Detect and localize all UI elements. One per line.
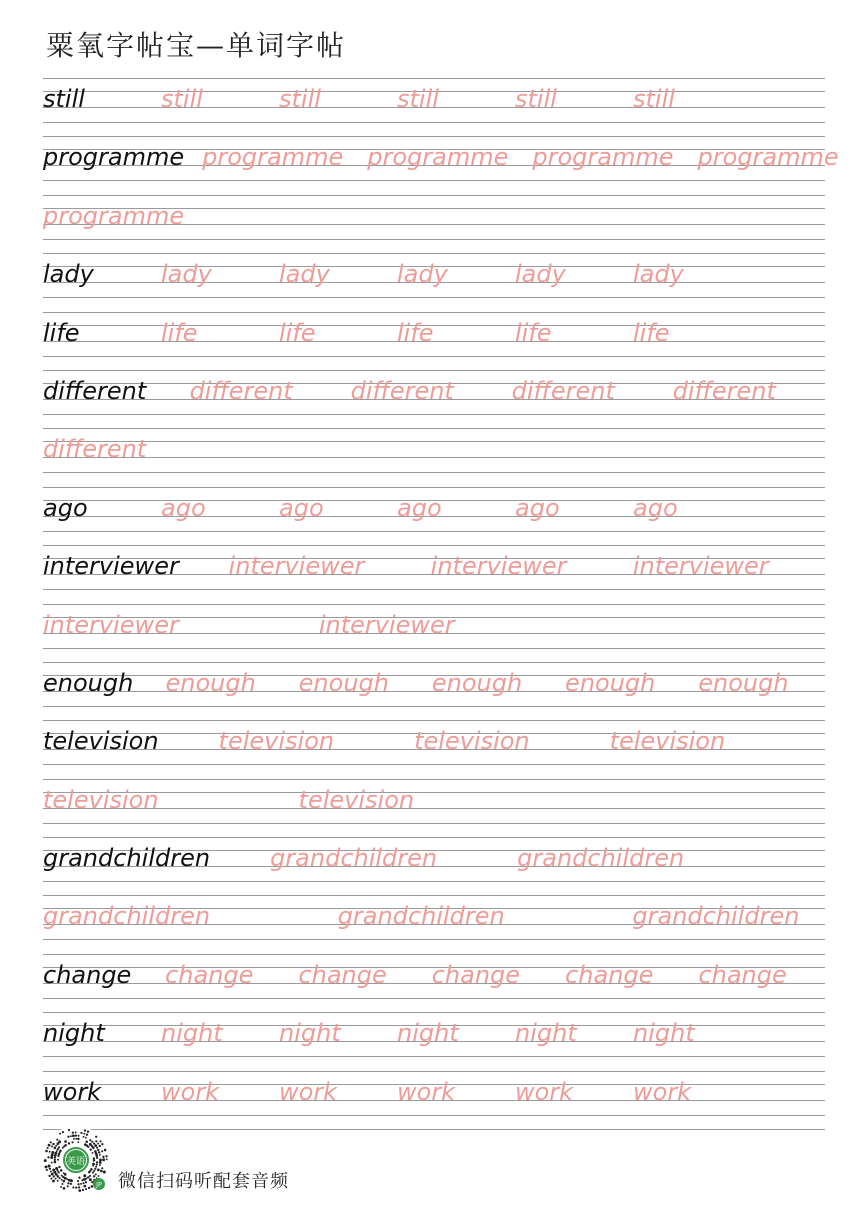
guide-line xyxy=(43,779,825,780)
trace-word: programme xyxy=(697,143,839,172)
trace-word: still xyxy=(279,85,321,113)
word-row xyxy=(43,487,825,545)
trace-word: different xyxy=(350,376,454,405)
trace-word: television xyxy=(298,785,415,814)
word-row xyxy=(43,545,825,603)
continuation-row xyxy=(43,428,825,486)
target-word: television xyxy=(43,727,159,756)
trace-word: work xyxy=(515,1077,574,1106)
target-word: life xyxy=(43,318,80,347)
target-word: enough xyxy=(43,668,134,697)
trace-word: life xyxy=(515,318,552,347)
trace-word: television xyxy=(414,727,530,756)
trace-word: television xyxy=(43,785,159,814)
trace-word: grandchildren xyxy=(632,902,800,931)
trace-word: change xyxy=(298,960,387,989)
trace-word: different xyxy=(672,376,776,405)
trace-word: night xyxy=(633,1019,695,1048)
trace-word: television xyxy=(218,727,335,756)
trace-word: change xyxy=(165,960,254,989)
guide-line xyxy=(43,895,825,896)
trace-word: lady xyxy=(161,260,212,289)
trace-word: different xyxy=(189,376,293,405)
trace-word: night xyxy=(515,1019,577,1048)
word-row xyxy=(43,837,825,895)
guide-line xyxy=(43,239,825,240)
trace-word: night xyxy=(279,1019,341,1048)
worksheet xyxy=(43,78,839,1130)
guide-line xyxy=(43,939,825,940)
guide-line xyxy=(43,545,825,546)
trace-word: grandchildren xyxy=(337,902,505,931)
word-row xyxy=(43,954,825,1012)
qr-corner-label: JP xyxy=(96,1181,102,1189)
trace-word: grandchildren xyxy=(43,902,211,931)
target-word: grandchildren xyxy=(43,844,211,873)
guide-line xyxy=(43,297,825,298)
word-row xyxy=(43,78,825,136)
guide-line xyxy=(43,487,825,488)
guide-line xyxy=(43,720,825,721)
guide-line xyxy=(43,180,825,181)
trace-word: programme xyxy=(202,143,344,172)
page-title: 粟氧字帖宝—单词字帖 xyxy=(46,29,347,62)
trace-word: ago xyxy=(279,493,324,522)
word-row xyxy=(43,136,839,194)
trace-word: life xyxy=(633,318,670,347)
trace-word: interviewer xyxy=(43,610,179,639)
guide-line xyxy=(43,1056,825,1057)
guide-line xyxy=(43,136,825,137)
trace-word: enough xyxy=(698,668,789,697)
guide-line xyxy=(43,195,825,196)
guide-line xyxy=(43,604,825,605)
guide-line xyxy=(43,78,825,79)
target-word: lady xyxy=(43,260,94,289)
trace-word: grandchildren xyxy=(517,844,685,873)
trace-word: work xyxy=(279,1077,338,1106)
trace-word: interviewer xyxy=(228,552,365,581)
target-word: still xyxy=(43,85,85,113)
guide-line xyxy=(43,808,825,809)
trace-word: still xyxy=(515,85,557,113)
guide-line xyxy=(43,837,825,838)
guide-line xyxy=(43,954,825,955)
trace-word: programme xyxy=(532,143,674,172)
guide-line xyxy=(43,662,825,663)
trace-word: life xyxy=(397,318,434,347)
guide-line xyxy=(43,414,825,415)
trace-word: different xyxy=(43,435,147,464)
continuation-row xyxy=(43,604,825,662)
guide-line xyxy=(43,531,825,532)
guide-line xyxy=(43,312,825,313)
guide-line xyxy=(43,998,825,999)
trace-word: ago xyxy=(633,493,678,522)
trace-word: ago xyxy=(397,493,442,522)
target-word: interviewer xyxy=(43,552,179,581)
guide-line xyxy=(43,823,825,824)
trace-word: enough xyxy=(298,668,389,697)
trace-word: ago xyxy=(161,493,206,522)
trace-word: grandchildren xyxy=(270,844,438,873)
footer-caption: 微信扫码听配套音频 xyxy=(118,1171,289,1192)
guide-line xyxy=(43,122,825,123)
continuation-row xyxy=(43,895,825,953)
trace-word: change xyxy=(565,960,654,989)
trace-word: enough xyxy=(165,668,256,697)
trace-word: lady xyxy=(397,260,448,289)
guide-line xyxy=(43,792,825,793)
target-word: work xyxy=(43,1077,102,1106)
trace-word: still xyxy=(633,85,675,113)
guide-line xyxy=(43,472,825,473)
trace-word: interviewer xyxy=(632,552,769,581)
word-row xyxy=(43,312,825,370)
continuation-row xyxy=(43,195,825,253)
trace-word: interviewer xyxy=(318,610,455,639)
guide-line xyxy=(43,1115,825,1116)
footer xyxy=(40,1124,440,1204)
target-word: night xyxy=(43,1019,105,1048)
trace-word: night xyxy=(161,1019,223,1048)
trace-word: still xyxy=(161,85,203,113)
guide-line xyxy=(43,1012,825,1013)
trace-word: lady xyxy=(515,260,566,289)
trace-word: programme xyxy=(43,201,185,230)
trace-word: change xyxy=(698,960,787,989)
trace-word: life xyxy=(279,318,316,347)
trace-word: work xyxy=(397,1077,456,1106)
trace-word: lady xyxy=(279,260,330,289)
trace-word: interviewer xyxy=(430,552,567,581)
target-word: ago xyxy=(43,493,88,522)
guide-line xyxy=(43,589,825,590)
trace-word: lady xyxy=(633,260,684,289)
target-word: different xyxy=(43,376,147,405)
trace-word: different xyxy=(511,376,615,405)
trace-word: life xyxy=(161,318,198,347)
target-word: change xyxy=(43,960,132,989)
trace-word: still xyxy=(397,85,439,113)
word-row xyxy=(43,662,825,720)
trace-word: change xyxy=(431,960,521,989)
trace-word: programme xyxy=(367,143,509,172)
guide-line xyxy=(43,1071,825,1072)
qr-badge-label: 英语 xyxy=(66,1157,86,1167)
guide-line xyxy=(43,253,825,254)
guide-line xyxy=(43,648,825,649)
word-row xyxy=(43,253,825,311)
guide-line xyxy=(43,764,825,765)
guide-line xyxy=(43,370,825,371)
trace-word: enough xyxy=(431,668,523,697)
trace-word: television xyxy=(609,727,726,756)
guide-line xyxy=(43,441,825,442)
word-row xyxy=(43,1012,825,1070)
target-word: programme xyxy=(43,143,185,172)
guide-line xyxy=(43,881,825,882)
word-row xyxy=(43,720,825,778)
trace-word: ago xyxy=(515,493,560,522)
trace-word: work xyxy=(161,1077,220,1106)
guide-line xyxy=(43,428,825,429)
qr-code-icon xyxy=(40,1124,112,1196)
word-row xyxy=(43,1071,825,1129)
word-row xyxy=(43,370,825,428)
trace-word: enough xyxy=(565,668,656,697)
guide-line xyxy=(43,356,825,357)
continuation-row xyxy=(43,779,825,837)
trace-word: work xyxy=(633,1077,692,1106)
guide-line xyxy=(43,457,825,458)
guide-line xyxy=(43,706,825,707)
trace-word: night xyxy=(397,1019,459,1048)
